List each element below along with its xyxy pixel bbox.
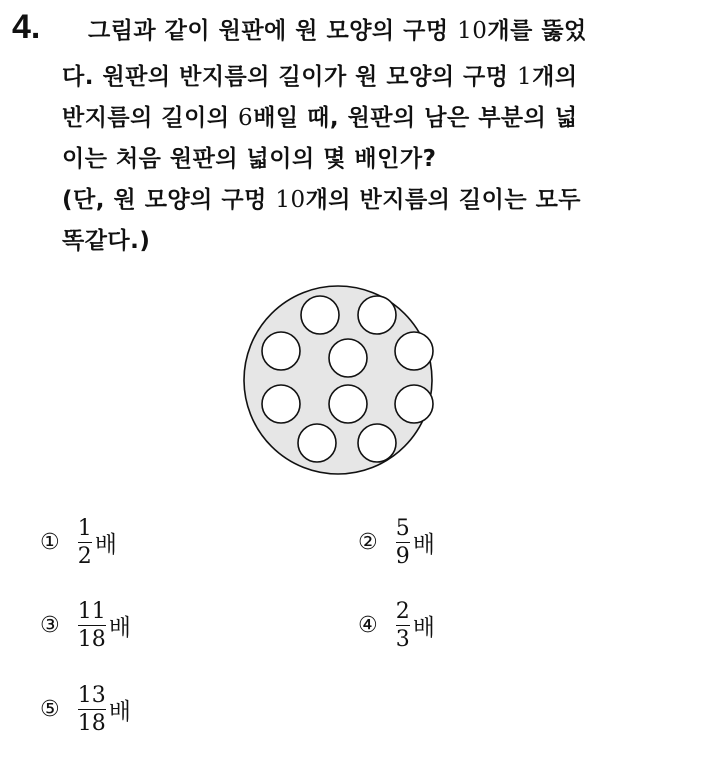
choice-marker: ① bbox=[40, 530, 60, 556]
choice-unit: 배 bbox=[108, 699, 131, 726]
question-text: 반지름의 길이의 bbox=[62, 105, 239, 131]
choice-marker: ④ bbox=[358, 613, 378, 639]
question-text: 다. 원판의 반지름의 길이가 원 모양의 구멍 bbox=[62, 64, 517, 90]
question-text: 개의 bbox=[532, 64, 578, 90]
fraction-denominator: 18 bbox=[77, 627, 106, 653]
question-line-6 bbox=[62, 222, 150, 255]
fraction-denominator: 9 bbox=[395, 544, 410, 570]
choice-unit: 배 bbox=[412, 532, 435, 559]
choice-2[interactable] bbox=[358, 516, 435, 570]
fraction-denominator: 3 bbox=[395, 627, 410, 653]
hole bbox=[301, 296, 339, 334]
question-line-3 bbox=[62, 99, 578, 132]
question-text: 개를 뚫었 bbox=[487, 18, 587, 44]
hole bbox=[395, 385, 433, 423]
question-line-1 bbox=[88, 12, 587, 45]
fraction-denominator: 18 bbox=[77, 711, 106, 737]
question-text: (단, 원 모양의 구멍 bbox=[62, 187, 276, 213]
choice-fraction bbox=[396, 516, 410, 570]
fraction-denominator: 2 bbox=[77, 544, 92, 570]
hole bbox=[329, 385, 367, 423]
fraction-bar bbox=[396, 625, 410, 626]
fraction-bar bbox=[78, 625, 106, 626]
question-number-inline: 10 bbox=[457, 18, 488, 44]
hole bbox=[298, 424, 336, 462]
hole bbox=[262, 385, 300, 423]
choice-marker: ② bbox=[358, 530, 378, 556]
choice-1[interactable] bbox=[40, 516, 117, 570]
question-line-4 bbox=[62, 140, 436, 173]
choice-fraction bbox=[396, 599, 410, 653]
choice-3[interactable] bbox=[40, 599, 131, 653]
fraction-bar bbox=[78, 542, 92, 543]
fraction-numerator: 2 bbox=[395, 599, 410, 624]
question-line-2 bbox=[62, 58, 578, 91]
question-text: 똑같다.) bbox=[62, 228, 151, 254]
choice-fraction bbox=[78, 516, 92, 570]
hole bbox=[262, 332, 300, 370]
choice-unit: 배 bbox=[412, 615, 435, 642]
question-text: 개의 반지름의 길이는 모두 bbox=[305, 187, 582, 213]
question-number-inline: 6 bbox=[238, 105, 254, 131]
question-number-inline: 1 bbox=[517, 64, 533, 90]
hole bbox=[358, 296, 396, 334]
choice-marker: ③ bbox=[40, 613, 60, 639]
choice-unit: 배 bbox=[94, 532, 117, 559]
fraction-numerator: 5 bbox=[395, 516, 410, 541]
fraction-bar bbox=[78, 709, 106, 710]
fraction-bar bbox=[396, 542, 410, 543]
question-number: 4. bbox=[12, 8, 41, 46]
choice-unit: 배 bbox=[108, 615, 131, 642]
disc-figure bbox=[238, 270, 438, 490]
question-text: 이는 처음 원판의 넓이의 몇 배인가? bbox=[62, 146, 437, 172]
question-text: 배일 때, 원판의 남은 부분의 넓 bbox=[253, 105, 578, 131]
question-text: 그림과 같이 원판에 원 모양의 구멍 bbox=[88, 18, 458, 44]
hole bbox=[329, 339, 367, 377]
choice-fraction bbox=[78, 683, 106, 737]
choice-marker: ⑤ bbox=[40, 697, 60, 723]
question-number-inline: 10 bbox=[275, 187, 306, 213]
choice-4[interactable] bbox=[358, 599, 435, 653]
choice-5[interactable] bbox=[40, 683, 131, 737]
question-line-5 bbox=[62, 181, 581, 214]
hole bbox=[395, 332, 433, 370]
fraction-numerator: 11 bbox=[77, 599, 106, 624]
choice-fraction bbox=[78, 599, 106, 653]
fraction-numerator: 13 bbox=[77, 683, 106, 708]
fraction-numerator: 1 bbox=[77, 516, 92, 541]
hole bbox=[358, 424, 396, 462]
